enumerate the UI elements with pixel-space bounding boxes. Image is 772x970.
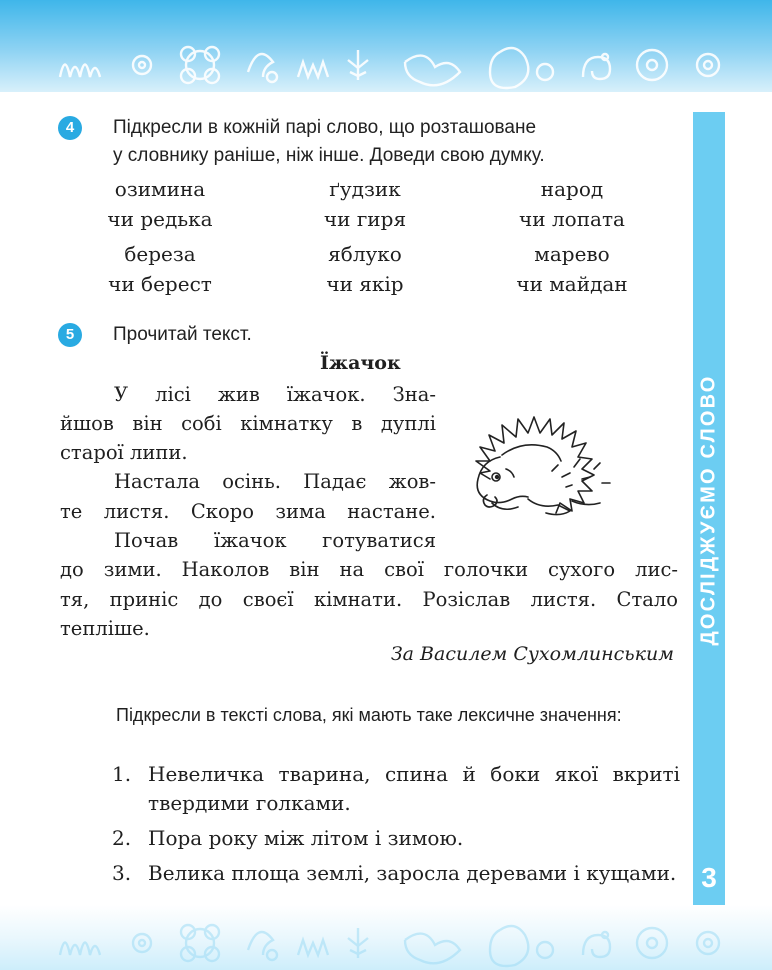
- word-first: яблуко: [328, 242, 402, 266]
- item-text: Велика площа землі, заросла деревами і кущами.: [148, 861, 677, 885]
- word-first: озимина: [114, 177, 206, 201]
- item-text: Пора року між літом і зимою.: [148, 826, 464, 850]
- word-first: ґудзик: [329, 177, 401, 201]
- flower-doodle-icons: [0, 910, 772, 970]
- story-line: Настала осінь. Падає жов-: [114, 470, 436, 493]
- page-number: 3: [701, 862, 717, 893]
- flower-doodle-icons: [0, 32, 772, 92]
- top-decorative-band: [0, 0, 772, 92]
- definitions-list: [112, 760, 680, 894]
- story-line: старої липи.: [60, 441, 188, 464]
- item-number: 3.: [112, 861, 132, 885]
- task5-instruction: Прочитай текст.: [113, 324, 252, 345]
- list-item: [112, 859, 680, 888]
- word-pair: [265, 174, 465, 234]
- word-second: чи лопата: [519, 207, 625, 231]
- word-second: чи якір: [326, 272, 404, 296]
- word-first: береза: [124, 242, 196, 266]
- story-author: За Василем Сухомлинським: [390, 643, 674, 665]
- word-pair: [472, 239, 672, 299]
- task4-instruction-line1: Підкресли в кожній парі слово, що розташоване: [113, 117, 537, 138]
- story-line: те листя. Скоро зима настане.: [60, 500, 436, 523]
- word-pair: [472, 174, 672, 234]
- word-first: марево: [534, 242, 610, 266]
- item-number: 1.: [112, 762, 132, 786]
- word-pair: [265, 239, 465, 299]
- story-line: тя, приніс до своєї кімнати. Розіслав листя. Стало: [60, 588, 678, 611]
- word-second: чи берест: [108, 272, 212, 296]
- task-number-4: 4: [58, 116, 82, 140]
- word-first: народ: [540, 177, 604, 201]
- story-line: Почав їжачок готуватися: [114, 529, 436, 552]
- word-second: чи майдан: [516, 272, 628, 296]
- story-title: Їжачок: [320, 352, 401, 374]
- word-pair: [60, 174, 260, 234]
- bottom-decorative-band: [0, 905, 772, 970]
- story-line: йшов він собі кімнатку в дуплі: [60, 412, 436, 435]
- item-number: 2.: [112, 826, 132, 850]
- item-text: Невеличка тварина, спина й боки якої вкриті твердими голками.: [148, 762, 680, 815]
- word-second: чи редька: [107, 207, 213, 231]
- hedgehog-icon: [462, 383, 662, 533]
- story-line: У лісі жив їжачок. Зна-: [114, 383, 436, 406]
- word-second: чи гиря: [323, 207, 407, 231]
- story-line: до зими. Наколов він на свої голочки сухого лис-: [60, 558, 678, 581]
- list-item: [112, 824, 680, 853]
- task4-instruction-line2: у словнику раніше, ніж інше. Доведи свою думку.: [113, 145, 545, 166]
- list-item: [112, 760, 680, 818]
- story-line: тепліше.: [60, 617, 150, 640]
- task-number-5: 5: [58, 323, 82, 347]
- section-title: ДОСЛІДЖУЄМО СЛОВО: [697, 374, 720, 646]
- word-pair: [60, 239, 260, 299]
- task5-instruction2: Підкресли в тексті слова, які мають таке лексичне значення:: [116, 705, 622, 725]
